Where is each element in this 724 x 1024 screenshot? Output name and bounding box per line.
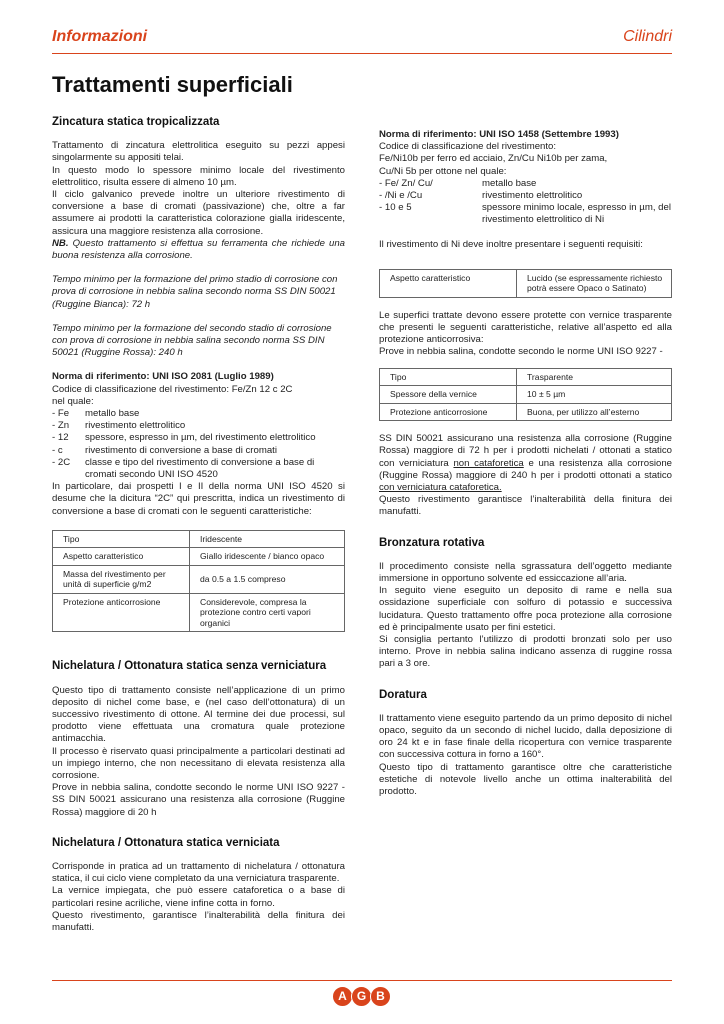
gold-paragraph: Il trattamento viene eseguito partendo da un primo deposito di nichel opaco, seguito da un secondo di nichel lucido, dalla deposizione di oro 24 kt e in fase finale della ricopertura con vernice trasparente con successiva cottura in forno a 160°.: [379, 712, 672, 761]
list-item: - 10 e 5 spessore minimo locale, espresso in µm, del rivestimento elettrolitico di Ni: [379, 202, 671, 226]
logo-letter: G: [351, 986, 372, 1007]
left-column: [52, 116, 345, 934]
corrosion-paragraph: SS DIN 50021 assicurano una resistenza alla corrosione (Ruggine Rossa) maggiore di 72 h per i prodotti nichelati / ottonati a statico con verniciatura non cataforetica e una resistenza alla corrosione (Ruggine Rossa) maggiore di 240 h per i prodotti ottonati a statico con verniciatura cataforetica.: [379, 433, 672, 493]
table-row: Aspetto caratteristico Lucido (se espressamente richiesto potrà essere Opaco o Satinato): [380, 269, 672, 297]
nickel-plain-paragraph: Il processo è riservato quasi principalmente a particolari destinati ad un impiego interno, che non necessitano di elevata resistenza alla corrosione.: [52, 745, 345, 782]
header-divider: [52, 53, 672, 54]
table-row: Protezione anticorrosione Buona, per utilizzo all’esterno: [380, 403, 672, 421]
varnish-paragraph: Le superfici trattate devono essere protette con vernice trasparente che presenti le seguenti caratteristiche, relative all’aspetto ed alla protezione anticorrosiva:: [379, 309, 672, 346]
list-item: - Fe/ Zn/ Cu/ metallo base: [379, 177, 537, 189]
nickel-plain-paragraph: Prove in nebbia salina, condotte secondo le norme UNI ISO 9227 - SS DIN 50021 assicurano una resistenza alla corrosione (Ruggine Rossa) maggiore di 20 h: [52, 782, 345, 818]
note-text: Questo trattamento si effettua su ferramenta che richiede una buona resistenza alla corrosione.: [52, 237, 345, 262]
varnish-table: [379, 368, 672, 422]
nickel-table: [379, 269, 672, 298]
norm-code-label: Codice di classificazione del rivestimento:: [379, 141, 557, 153]
nickel-varnished-paragraph: Questo rivestimento, garantisce l’inalterabilità della finitura dei manufatti.: [52, 909, 345, 934]
norm-heading: Norma di riferimento: UNI ISO 2081 (Luglio 1989): [52, 371, 274, 383]
list-item: - c rivestimento di conversione a base di cromati: [52, 444, 277, 456]
list-item: - /Ni e /Cu rivestimento elettrolitico: [379, 190, 583, 202]
zinc-heading: Zincatura statica tropicalizzata: [52, 116, 220, 128]
chromate-table: [52, 530, 345, 633]
nickel-requirements: Il rivestimento di Ni deve inoltre presentare i seguenti requisiti:: [379, 238, 643, 250]
table-row: Tipo Trasparente: [380, 368, 672, 386]
bronze-paragraph: In seguito viene eseguito un deposito di rame e nella sua ossidazione superficiale con solfuro di potassio e successiva lucidatura. Questo trattamento offre poca protezione alla corrosione ed è principalmente usato per fini estetici.: [379, 585, 672, 633]
norm-after: In particolare, dai prospetti I e II della norma UNI ISO 4520 si desume che la dicitura “2C” qui prescritta, indica un rivestimento di conversione a base di cromati con le seguenti caratteristiche:: [52, 481, 345, 517]
zinc-paragraph: Il ciclo galvanico prevede inoltre un ulteriore rivestimento di conversione a base di cromati (passivazione) che, oltre a far assumere ai prodotti la caratteristica colorazione gialla iridescente, assicura una maggiore resistenza alla corrosione.: [52, 189, 345, 237]
nickel-varnished-paragraph: La vernice impiegata, che può essere cataforetica o a base di particolari resine acriliche, viene infine cotta in forno.: [52, 885, 345, 909]
nickel-plain-paragraph: Questo tipo di trattamento consiste nell’applicazione di un primo deposito di nichel come base, e (nel caso dell’ottonatura) di un successivo rivestimento di ottone. Al termine dei due processi, sul prodotto viene effettuata una cromatura quale protezione antimacchia.: [52, 684, 345, 745]
agb-logo: [334, 986, 391, 1007]
bronze-paragraph: Si consiglia pertanto l’utilizzo di prodotti bronzati solo per uso interno. Prove in nebbia salina indicano assenza di ruggine rossa pari a 3 ore.: [379, 633, 672, 670]
table-row: Aspetto caratteristico Giallo iridescente / bianco opaco: [53, 548, 345, 566]
norm-where: nel quale:: [52, 395, 94, 407]
gold-paragraph: Questo tipo di trattamento garantisce oltre che caratteristiche estetiche di notevole livello anche un ottima inalterabilità del prodotto.: [379, 761, 672, 798]
logo-letter: A: [332, 986, 353, 1007]
category-title: Cilindri: [623, 28, 672, 45]
zinc-paragraph: In questo modo lo spessore minimo locale del rivestimento elettrolitico, risulta essere di almeno 10 µm.: [52, 164, 345, 188]
note-label: NB.: [52, 237, 69, 249]
nickel-varnished-paragraph: Corrisponde in pratica ad un trattamento di nichelatura / ottonatura statica, il cui ciclo viene completato da una verniciatura trasparente.: [52, 861, 345, 885]
norm-heading: Norma di riferimento: UNI ISO 1458 (Settembre 1993): [379, 129, 619, 140]
norm-definitions: [52, 408, 345, 481]
list-item: - 2C classe e tipo del rivestimento di conversione a base di cromati secondo UNI ISO 4520: [52, 456, 315, 481]
page-title: Trattamenti superficiali: [52, 72, 293, 97]
norm-code: Codice di classificazione del rivestimento: Fe/Zn 12 c 2C: [52, 383, 293, 395]
norm-code: Fe/Ni10b per ferro ed acciaio, Zn/Cu Ni10b per zama,: [379, 153, 608, 165]
bronze-paragraph: Il procedimento consiste nella sgrassatura dell’oggetto mediante immersione in opportuno solvente ed essiccazione all’aria.: [379, 560, 672, 584]
list-item: - Fe metallo base: [52, 408, 140, 420]
zinc-time-second: Tempo minimo per la formazione del secondo stadio di corrosione con prova di corrosione in nebbia salina secondo norma SS DIN 50021 (Ruggine Rossa): 240 h: [52, 322, 332, 359]
gold-heading: Doratura: [379, 688, 427, 701]
bronze-heading: Bronzatura rotativa: [379, 536, 485, 549]
table-row: Spessore della vernice 10 ± 5 µm: [380, 386, 672, 404]
varnish-paragraph: Prove in nebbia salina, condotte secondo le norme UNI ISO 9227 -: [379, 346, 663, 358]
right-column: [379, 129, 672, 798]
table-row: Tipo Iridescente: [53, 530, 345, 548]
norm-definitions: [379, 178, 672, 227]
table-row: Protezione anticorrosione Considerevole, compresa la protezione contro certi vapori organici: [53, 593, 345, 632]
norm-code: Cu/Ni 5b per ottone nel quale:: [379, 165, 507, 177]
nickel-varnished-heading: Nichelatura / Ottonatura statica verniciata: [52, 836, 280, 849]
zinc-paragraph: Trattamento di zincatura elettrolitica eseguito su pezzi appesi singolarmente su appositi telai.: [52, 140, 345, 164]
section-title: Informazioni: [52, 28, 148, 45]
zinc-note: [52, 238, 345, 262]
list-item: - 12 spessore, espresso in µm, del rivestimento elettrolitico: [52, 432, 316, 444]
footer-divider: [52, 980, 672, 981]
nickel-plain-heading: Nichelatura / Ottonatura statica senza verniciatura: [52, 660, 327, 673]
list-item: - Zn rivestimento elettrolitico: [52, 420, 186, 432]
corrosion-paragraph: Questo rivestimento garantisce l’inalterabilità della finitura dei manufatti.: [379, 494, 672, 518]
logo-letter: B: [370, 986, 391, 1007]
zinc-time-first: Tempo minimo per la formazione del primo stadio di corrosione con prova di corrosione in nebbia salina secondo norma SS DIN 50021 (Ruggine Bianca): 72 h: [52, 274, 338, 310]
table-row: Massa del rivestimento per unità di superficie g/m2 da 0.5 a 1.5 compreso: [53, 565, 345, 593]
